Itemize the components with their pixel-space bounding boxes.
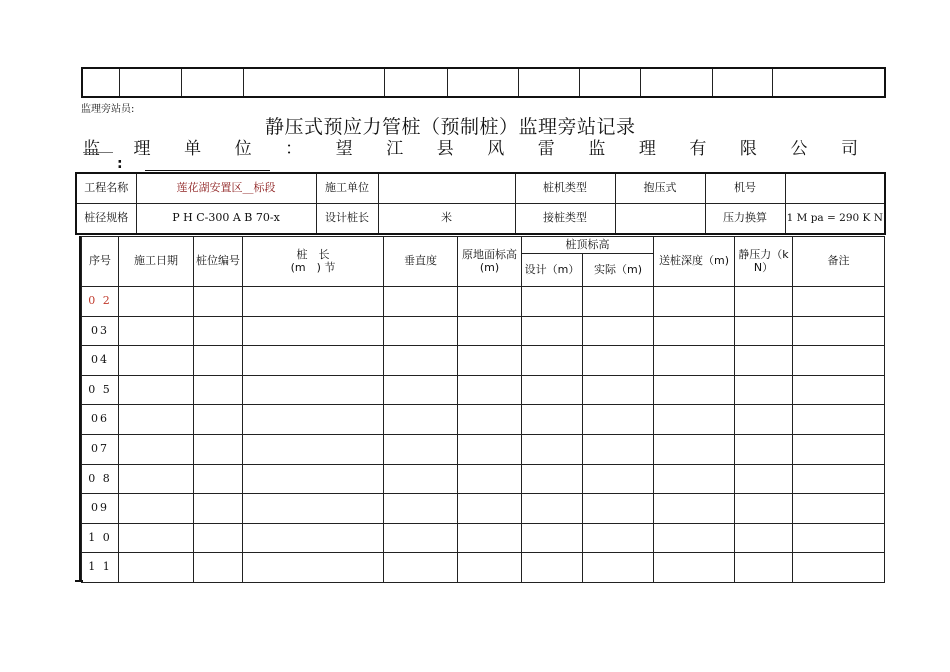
supervision-unit-line [83, 134, 858, 159]
record-cell[interactable] [194, 316, 243, 346]
record-cell[interactable] [583, 316, 654, 346]
record-cell[interactable] [522, 375, 583, 405]
top-cell[interactable] [518, 68, 579, 97]
pile-record-table [81, 236, 885, 583]
pile-length-header [243, 237, 384, 287]
record-cell[interactable] [654, 523, 735, 553]
record-cell[interactable] [194, 434, 243, 464]
unit-char: 公 [790, 139, 808, 159]
unit-char: 望 [335, 139, 353, 159]
table-row [82, 553, 885, 583]
record-cell[interactable] [735, 375, 793, 405]
record-cell[interactable] [194, 494, 243, 524]
record-cell[interactable] [522, 434, 583, 464]
row-seq-number: 03 [82, 316, 119, 346]
unit-char: 江 [386, 139, 404, 159]
top-cell[interactable] [772, 68, 885, 97]
pressure-conversion-value[interactable]: 1 M pa = 290 K N [785, 204, 885, 235]
pressure-conversion-label: 压力换算 [705, 204, 785, 235]
record-cell[interactable] [735, 316, 793, 346]
machine-type-value[interactable]: 抱压式 [615, 173, 705, 204]
top-cell[interactable] [712, 68, 772, 97]
seq-header: 序号 [82, 237, 119, 287]
unit-char: 理 [638, 139, 656, 159]
record-cell[interactable] [384, 553, 458, 583]
record-cell[interactable] [458, 464, 522, 494]
record-cell[interactable] [194, 464, 243, 494]
record-cell[interactable] [735, 434, 793, 464]
record-cell[interactable] [583, 464, 654, 494]
row-seq-number: 07 [82, 434, 119, 464]
record-cell[interactable] [243, 316, 384, 346]
record-cell[interactable] [583, 553, 654, 583]
row-seq-number: 1 0 [82, 523, 119, 553]
table-bottom-tick [75, 580, 83, 582]
record-cell[interactable] [522, 494, 583, 524]
record-cell[interactable] [793, 523, 885, 553]
contractor-label: 施工单位 [316, 173, 378, 204]
unit-char: ： [285, 139, 303, 159]
record-body [82, 287, 885, 583]
record-cell[interactable] [384, 316, 458, 346]
row-seq-number: 09 [82, 494, 119, 524]
unit-strike-line [83, 152, 113, 153]
design-elevation-header: 设计（m） [522, 254, 583, 287]
unit-char: 雷 [537, 139, 555, 159]
record-cell[interactable] [522, 316, 583, 346]
pile-top-elevation-header: 桩顶标高 [522, 237, 654, 254]
record-cell[interactable] [384, 494, 458, 524]
top-cell[interactable] [82, 68, 119, 97]
table-row [82, 375, 885, 405]
top-cell[interactable] [181, 68, 243, 97]
pile-length-unit: (m ) 节 [290, 260, 336, 274]
record-cell[interactable] [583, 346, 654, 376]
record-cell[interactable] [793, 346, 885, 376]
actual-elevation-header: 实际（m) [583, 254, 654, 287]
record-cell[interactable] [243, 405, 384, 435]
design-length-label: 设计桩长 [316, 204, 378, 235]
record-cell[interactable] [119, 346, 194, 376]
record-cell[interactable] [793, 494, 885, 524]
unit-char: 理 [133, 139, 151, 159]
record-cell[interactable] [458, 434, 522, 464]
top-empty-row [82, 68, 885, 97]
unit-char: 监 [588, 139, 606, 159]
record-cell[interactable] [119, 553, 194, 583]
driving-depth-header: 送桩深度（m) [654, 237, 735, 287]
record-cell[interactable] [654, 494, 735, 524]
record-cell[interactable] [243, 464, 384, 494]
top-cell[interactable] [447, 68, 518, 97]
top-cell[interactable] [119, 68, 181, 97]
unit-char: 位 [234, 139, 252, 159]
record-cell[interactable] [458, 494, 522, 524]
row-seq-number: 0 5 [82, 375, 119, 405]
record-cell[interactable] [384, 375, 458, 405]
info-row-2 [76, 204, 885, 235]
record-cell[interactable] [654, 375, 735, 405]
machine-no-value[interactable] [785, 173, 885, 204]
record-cell[interactable] [119, 494, 194, 524]
verticality-header: 垂直度 [384, 237, 458, 287]
unit-char: 司 [840, 139, 858, 159]
record-cell[interactable] [583, 405, 654, 435]
record-cell[interactable] [243, 375, 384, 405]
record-cell[interactable] [793, 375, 885, 405]
table-row [82, 434, 885, 464]
record-cell[interactable] [735, 287, 793, 317]
record-cell[interactable] [194, 346, 243, 376]
record-cell[interactable] [458, 287, 522, 317]
table-row [82, 405, 885, 435]
design-length-value[interactable]: 米 [378, 204, 515, 235]
unit-char: 监 [83, 139, 100, 159]
record-cell[interactable] [522, 553, 583, 583]
unit-colon: : [117, 156, 123, 172]
record-cell[interactable] [522, 405, 583, 435]
pile-spec-value[interactable]: P H C-300 A B 70-x [136, 204, 316, 235]
project-name-label: 工程名称 [76, 173, 136, 204]
table-row [82, 346, 885, 376]
header-row-1 [82, 237, 885, 254]
table-left-border [79, 236, 81, 581]
record-cell[interactable] [194, 375, 243, 405]
machine-type-label: 桩机类型 [515, 173, 615, 204]
record-cell[interactable] [243, 494, 384, 524]
record-cell[interactable] [194, 553, 243, 583]
table-row [82, 494, 885, 524]
record-cell[interactable] [793, 553, 885, 583]
record-cell[interactable] [654, 346, 735, 376]
record-cell[interactable] [384, 464, 458, 494]
row-seq-number: 0 2 [82, 287, 119, 317]
unit-char: 单 [184, 139, 202, 159]
machine-no-label: 机号 [705, 173, 785, 204]
unit-char: 县 [436, 139, 454, 159]
table-row [82, 316, 885, 346]
record-cell[interactable] [583, 523, 654, 553]
remarks-header: 备注 [793, 237, 885, 287]
record-cell[interactable] [119, 316, 194, 346]
record-cell[interactable] [243, 523, 384, 553]
record-cell[interactable] [583, 375, 654, 405]
staff-label: 监理旁站员: [81, 104, 135, 115]
record-cell[interactable] [735, 464, 793, 494]
record-cell[interactable] [522, 287, 583, 317]
record-cell[interactable] [384, 287, 458, 317]
record-cell[interactable] [243, 434, 384, 464]
record-cell[interactable] [119, 434, 194, 464]
pile-spec-label: 桩径规格 [76, 204, 136, 235]
row-seq-number: 0 8 [82, 464, 119, 494]
record-cell[interactable] [458, 405, 522, 435]
record-cell[interactable] [793, 434, 885, 464]
record-cell[interactable] [119, 464, 194, 494]
record-cell[interactable] [583, 434, 654, 464]
record-cell[interactable] [654, 287, 735, 317]
document-title: 静压式预应力管桩（预制桩）监理旁站记录 [265, 116, 636, 138]
top-cell[interactable] [640, 68, 712, 97]
row-seq-number: 1 1 [82, 553, 119, 583]
record-cell[interactable] [735, 405, 793, 435]
date-header: 施工日期 [119, 237, 194, 287]
record-cell[interactable] [243, 287, 384, 317]
unit-char: 限 [739, 139, 757, 159]
top-cell[interactable] [243, 68, 384, 97]
unit-char: 风 [487, 139, 505, 159]
row-seq-number: 06 [82, 405, 119, 435]
record-cell[interactable] [654, 434, 735, 464]
record-cell[interactable] [522, 523, 583, 553]
record-cell[interactable] [243, 346, 384, 376]
record-cell[interactable] [458, 553, 522, 583]
top-cell[interactable] [384, 68, 447, 97]
record-cell[interactable] [194, 523, 243, 553]
record-cell[interactable] [458, 346, 522, 376]
record-cell[interactable] [522, 464, 583, 494]
splice-type-label: 接桩类型 [515, 204, 615, 235]
record-cell[interactable] [654, 464, 735, 494]
record-cell[interactable] [119, 523, 194, 553]
top-empty-table [81, 67, 886, 98]
record-cell[interactable] [793, 464, 885, 494]
record-cell[interactable] [458, 375, 522, 405]
record-cell[interactable] [522, 346, 583, 376]
top-cell[interactable] [579, 68, 640, 97]
record-cell[interactable] [735, 494, 793, 524]
info-row-1 [76, 173, 885, 204]
record-cell[interactable] [654, 316, 735, 346]
record-cell[interactable] [243, 553, 384, 583]
unit-fill-underline[interactable] [145, 170, 270, 171]
table-row [82, 464, 885, 494]
contractor-value[interactable] [378, 173, 515, 204]
record-cell[interactable] [119, 287, 194, 317]
record-cell[interactable] [458, 316, 522, 346]
record-cell[interactable] [583, 494, 654, 524]
record-cell[interactable] [119, 375, 194, 405]
unit-char: 有 [689, 139, 707, 159]
record-cell[interactable] [793, 287, 885, 317]
project-info-table [75, 172, 886, 235]
record-cell[interactable] [735, 346, 793, 376]
pile-no-header: 桩位编号 [194, 237, 243, 287]
record-cell[interactable] [384, 405, 458, 435]
splice-type-value[interactable] [615, 204, 705, 235]
pile-length-title: 桩 长 [296, 247, 330, 261]
record-cell[interactable] [119, 405, 194, 435]
record-cell[interactable] [384, 523, 458, 553]
record-cell[interactable] [735, 553, 793, 583]
record-cell[interactable] [384, 434, 458, 464]
record-cell[interactable] [194, 287, 243, 317]
static-pressure-header: 静压力（k N） [735, 237, 793, 287]
record-cell[interactable] [583, 287, 654, 317]
record-cell[interactable] [194, 405, 243, 435]
record-cell[interactable] [384, 346, 458, 376]
record-cell[interactable] [735, 523, 793, 553]
project-name-value[interactable]: 莲花湖安置区__标段 [136, 173, 316, 204]
record-cell[interactable] [654, 553, 735, 583]
row-seq-number: 04 [82, 346, 119, 376]
table-row [82, 287, 885, 317]
record-cell[interactable] [458, 523, 522, 553]
record-cell[interactable] [654, 405, 735, 435]
record-cell[interactable] [793, 405, 885, 435]
table-row [82, 523, 885, 553]
ground-elevation-header: 原地面标高(m) [458, 237, 522, 287]
record-cell[interactable] [793, 316, 885, 346]
